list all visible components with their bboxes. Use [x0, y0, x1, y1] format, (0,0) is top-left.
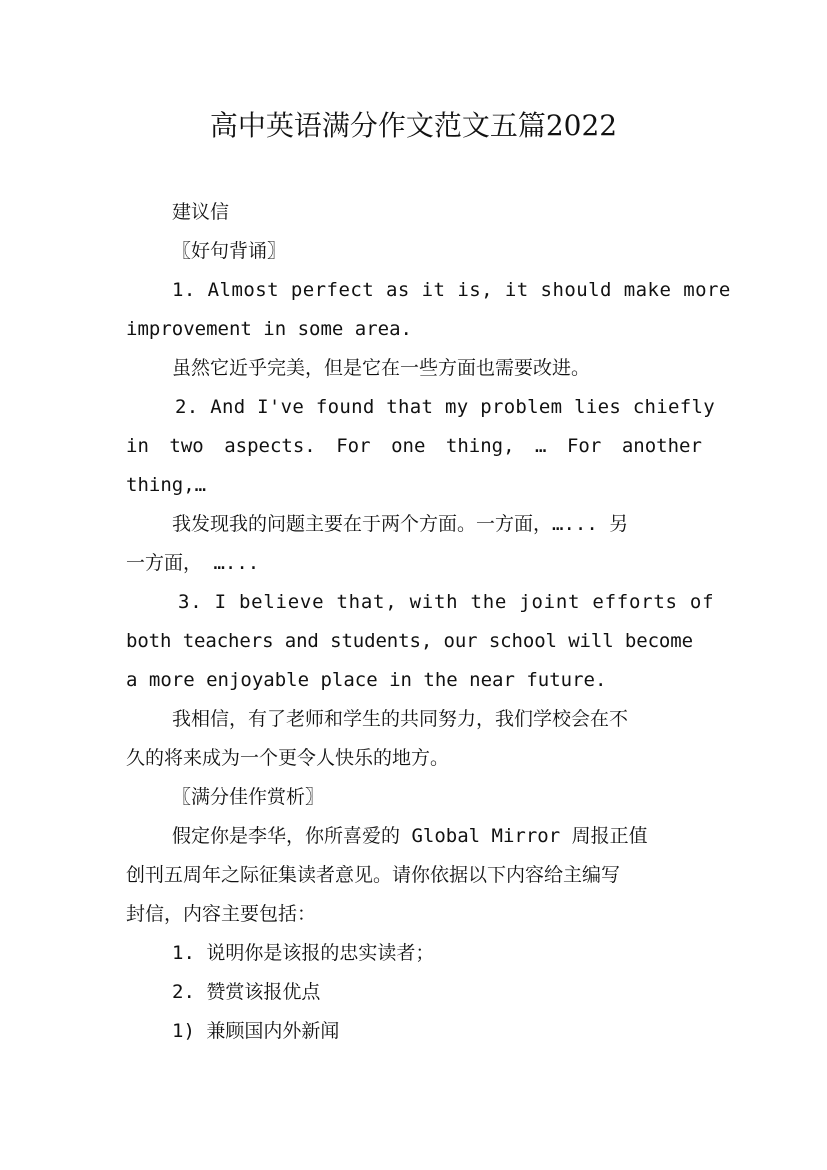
paragraph-line: 2. And I've found that my problem lies chiefly: [175, 396, 715, 418]
paragraph-line: 我发现我的问题主要在于两个方面。一方面，…... 另: [172, 513, 629, 535]
word: two: [169, 435, 204, 457]
word: thing,: [445, 435, 515, 457]
word: aspects.: [224, 435, 316, 457]
document-title: 高中英语满分作文范文五篇2022: [209, 109, 618, 142]
paragraph-line: 封信，内容主要包括：: [126, 903, 317, 925]
paragraph-line: 我相信，有了老师和学生的共同努力，我们学校会在不: [172, 708, 629, 730]
paragraph-line: 创刊五周年之际征集读者意见。请你依据以下内容给主编写: [126, 864, 621, 886]
word: one: [391, 435, 426, 457]
list-item: 2. 赞赏该报优点: [172, 981, 321, 1003]
paragraph-line: thing,…: [126, 474, 207, 496]
paragraph-line: 假定你是李华，你所喜爱的 Global Mirror 周报正值: [172, 825, 648, 847]
subsection-heading: 〖好句背诵〗: [172, 240, 287, 262]
subsection-heading: 〖满分佳作赏析〗: [172, 786, 325, 808]
word: another: [621, 435, 702, 457]
paragraph-line: improvement in some area.: [126, 318, 412, 340]
word: in: [126, 435, 149, 457]
paragraph-line: both teachers and students, our school will become: [126, 630, 693, 652]
paragraph-line: 3. I believe that, with the joint efforts of: [178, 591, 715, 613]
paragraph-line: [172, 278, 731, 302]
paragraph-line: a more enjoyable place in the near future.: [126, 669, 607, 691]
word: For: [336, 435, 371, 457]
word: …: [535, 435, 547, 457]
paragraph-line: 一方面， …...: [126, 552, 260, 574]
list-item: 1) 兼顾国内外新闻: [172, 1020, 340, 1042]
word: For: [566, 435, 602, 457]
paragraph-line: 虽然它近乎完美，但是它在一些方面也需要改进。: [172, 357, 591, 379]
sentence-text: 1. Almost perfect as it is, it should make more: [172, 279, 731, 301]
paragraph-line: 久的将来成为一个更令人快乐的地方。: [126, 747, 450, 769]
section-heading: 建议信: [172, 201, 230, 223]
list-item: 1. 说明你是该报的忠实读者；: [172, 942, 435, 964]
paragraph-line: [126, 434, 702, 458]
